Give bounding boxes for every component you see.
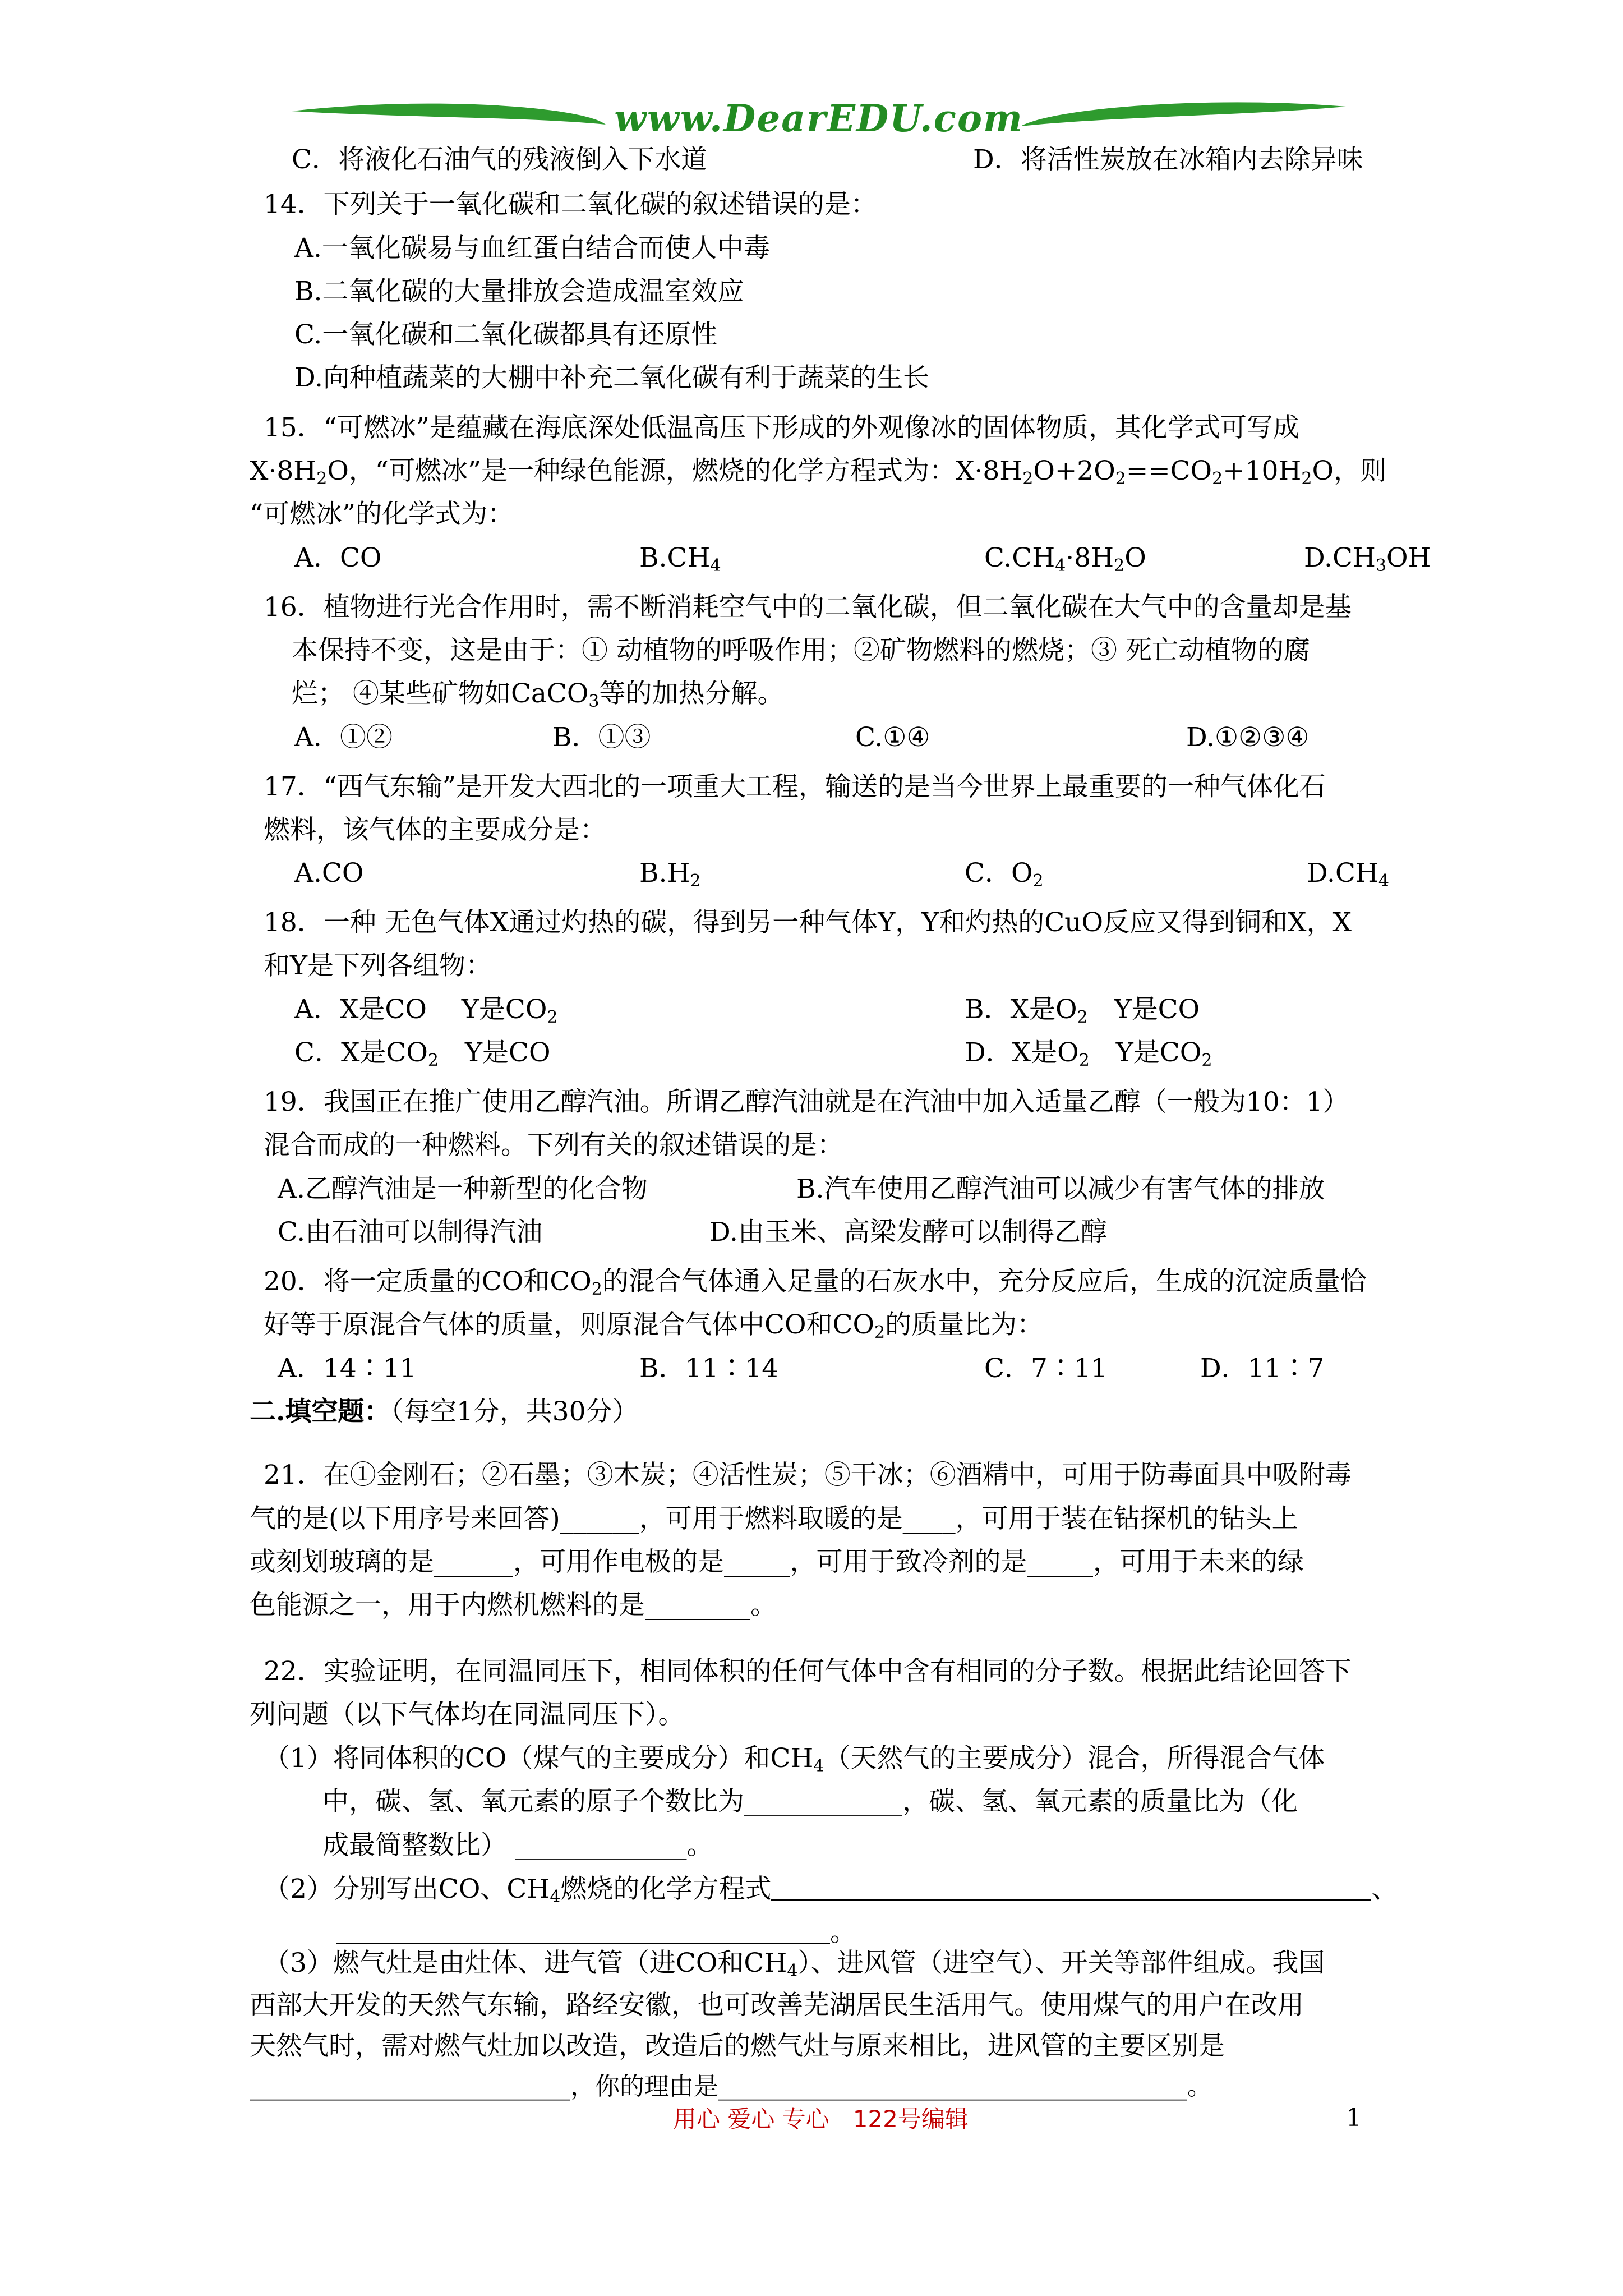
q17-option-c: C．$O_2$ <box>965 858 1044 891</box>
q20-option-b: B．11∶14 <box>639 1353 779 1384</box>
q15-option-a: A．CO <box>294 542 382 573</box>
q22-line-1: 22．实验证明，在同温同压下，相同体积的任何气体中含有相同的分子数。根据此结论回答下 <box>264 1656 1352 1687</box>
q22-part1-line-1: （1）将同体积的CO（煤气的主要成分）和$CH_4$（天然气的主要成分）混合，所得混合气体 <box>264 1743 1325 1776</box>
q16-line-3: 烂； ④某些矿物如CaCO$_3$等的加热分解。 <box>292 678 784 711</box>
q18-option-b: B．X是$O_2$ Y是CO <box>965 994 1200 1027</box>
q15-line-2: $X\cdot 8H_2O$，“可燃冰”是一种绿色能源，燃烧的化学方程式为：$X\cdot 8H_2O+2O_2==CO_2+10H_2O$，则 <box>250 455 1387 489</box>
q16-option-d: D.①②③④ <box>1186 722 1310 753</box>
q21-line-1: 21．在①金刚石；②石墨；③木炭；④活性炭；⑤干冰；⑥酒精中，可用于防毒面具中吸附毒 <box>264 1460 1352 1490</box>
q17-line-2: 燃料，该气体的主要成分是： <box>264 815 606 845</box>
q17-line-1: 17．“西气东输”是开发大西北的一项重大工程，输送的是当今世界上最重要的一种气体化石 <box>264 771 1326 802</box>
site-logo-text: www.DearEDU.com <box>614 96 1023 140</box>
q20-option-c: C．7∶11 <box>984 1353 1108 1384</box>
q22-part3-line-1: （3）燃气灶是由灶体、进气管（进CO和$CH_4$）、进风管（进空气）、开关等部件组成。我国 <box>264 1948 1325 1981</box>
q18-line-2: 和Y是下列各组物： <box>264 950 492 981</box>
q16-line-1: 16．植物进行光合作用时，需不断消耗空气中的二氧化碳，但二氧化碳在大气中的含量却是基 <box>264 592 1352 623</box>
q20-line-2: 好等于原混合气体的质量，则原混合气体中CO和$CO_2$的质量比为： <box>264 1309 1044 1342</box>
q19-option-d: D.由玉米、高梁发酵可以制得乙醇 <box>709 1217 1107 1248</box>
q21-line-2: 气的是(以下用序号来回答)______，可用于燃料取暖的是____，可用于装在钻探机的钻头上 <box>250 1503 1298 1534</box>
page-number: 1 <box>1346 2104 1362 2132</box>
answer-blank[interactable] <box>336 1918 830 1944</box>
q13-option-d: D．将活性炭放在冰箱内去除异味 <box>973 144 1363 175</box>
q16-option-a: A．①② <box>294 722 393 753</box>
q17-option-b: $B.H_2$ <box>639 858 701 891</box>
q15-option-b: $B.CH_4$ <box>639 542 721 576</box>
section-2-heading: 二.填空题：（每空1分，共30分） <box>250 1396 639 1427</box>
q19-option-a: A.乙醇汽油是一种新型的化合物 <box>278 1174 648 1204</box>
q16-line-2: 本保持不变，这是由于：① 动植物的呼吸作用；②矿物燃料的燃烧；③ 死亡动植物的腐 <box>292 635 1310 666</box>
q14-option-a: A.一氧化碳易与血红蛋白结合而使人中毒 <box>294 233 770 264</box>
q16-option-c: C.①④ <box>855 722 930 753</box>
q14-option-c: C.一氧化碳和二氧化碳都具有还原性 <box>294 319 718 350</box>
q19-line-1: 19．我国正在推广使用乙醇汽油。所谓乙醇汽油就是在汽油中加入适量乙醇（一般为10：1） <box>264 1087 1349 1117</box>
q19-line-2: 混合而成的一种燃料。下列有关的叙述错误的是： <box>264 1130 843 1161</box>
q22-part2-line-2: 。 <box>336 1916 856 1949</box>
q22-part3-line-2: 西部大开发的天然气东输，路经安徽，也可改善芜湖居民生活用气。使用煤气的用户在改用 <box>250 1990 1304 2021</box>
q21-line-4: 色能源之一，用于内燃机燃料的是________。 <box>250 1590 777 1621</box>
q20-option-a: A．14∶11 <box>278 1353 417 1384</box>
q14-option-b: B.二氧化碳的大量排放会造成温室效应 <box>294 276 744 307</box>
q22-part3-line-4: __________________________，你的理由是______________________________________。 <box>250 2072 1212 2101</box>
answer-blank[interactable] <box>771 1875 1371 1901</box>
q19-option-b: B.汽车使用乙醇汽油可以减少有害气体的排放 <box>796 1174 1325 1204</box>
q17-option-d: $D.CH_4$ <box>1307 858 1389 891</box>
q21-line-3: 或刻划玻璃的是______，可用作电极的是_____，可用于致冷剂的是_____，可用于未来的绿 <box>250 1547 1304 1577</box>
site-header-banner <box>292 95 1346 146</box>
q18-line-1: 18．一种 无色气体X通过灼热的碳，得到另一种气体Y，Y和灼热的CuO反应又得到铜和X，X <box>264 907 1352 938</box>
q15-line-1: 15．“可燃冰”是蕴藏在海底深处低温高压下形成的外观像冰的固体物质，其化学式可写成 <box>264 412 1299 443</box>
q18-option-c: C．X是$CO_2$ Y是CO <box>294 1037 551 1070</box>
q15-line-3: “可燃冰”的化学式为： <box>250 499 514 530</box>
q18-option-d: D．X是$O_2$ Y是$CO_2$ <box>965 1037 1212 1070</box>
q17-option-a: A.CO <box>294 858 364 889</box>
q22-line-2: 列问题（以下气体均在同温同压下）。 <box>250 1699 685 1730</box>
q14-stem: 14．下列关于一氧化碳和二氧化碳的叙述错误的是： <box>264 189 877 220</box>
q13-option-c: C．将液化石油气的残液倒入下水道 <box>292 144 707 175</box>
q16-option-b: B．①③ <box>552 722 651 753</box>
q19-option-c: C.由石油可以制得汽油 <box>278 1217 543 1248</box>
q22-part1-line-2: 中，碳、氢、氧元素的原子个数比为____________，碳、氢、氧元素的质量比为（化 <box>322 1786 1298 1817</box>
q20-option-d: D．11∶7 <box>1200 1353 1325 1384</box>
q15-option-c: $C.CH_4\cdot 8H_2O$ <box>984 542 1146 576</box>
q15-option-d: $D.CH_3OH$ <box>1304 542 1431 576</box>
q22-part2-line-1: （2）分别写出CO、$CH_4$燃烧的化学方程式 、 <box>264 1874 1398 1907</box>
page-footer-text: 用心 爱心 专心 122号编辑 <box>673 2105 969 2133</box>
q22-part3-line-3: 天然气时，需对燃气灶加以改造，改造后的燃气灶与原来相比，进风管的主要区别是 <box>250 2031 1225 2062</box>
q14-option-d: D.向种植蔬菜的大棚中补充二氧化碳有利于蔬菜的生长 <box>294 362 929 393</box>
q20-line-1: 20．将一定质量的CO和$CO_2$的混合气体通入足量的石灰水中，充分反应后，生成的沉淀质量恰 <box>264 1266 1367 1299</box>
q18-option-a: A．X是CO Y是$CO_2$ <box>294 994 558 1027</box>
q22-part1-line-3: 成最简整数比） _____________。 <box>322 1830 713 1861</box>
